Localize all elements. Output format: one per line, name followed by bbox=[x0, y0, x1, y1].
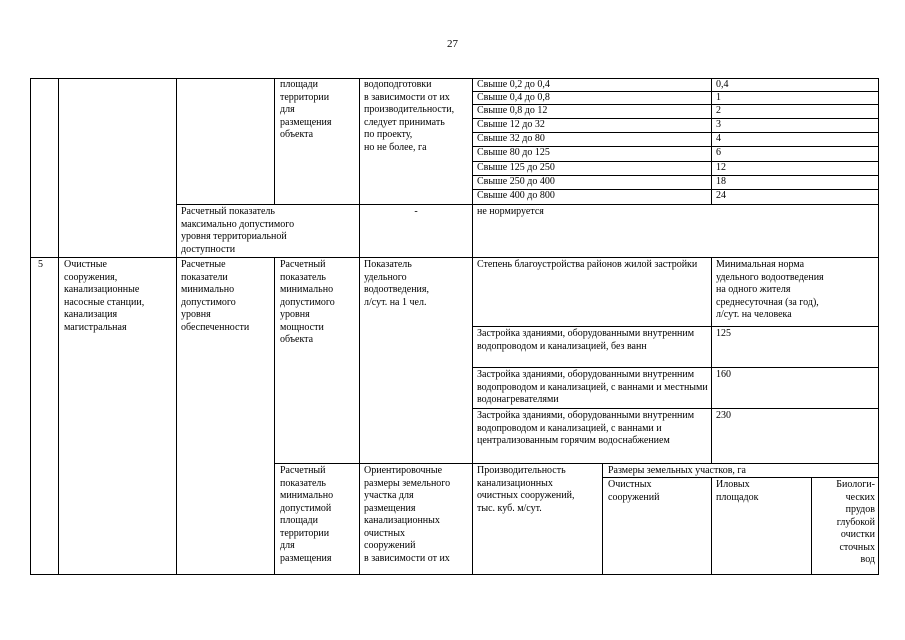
range-label: Свыше 0,8 до 12 bbox=[477, 105, 548, 116]
improvement-degree-header: Степень благоустройства районов жилой застройки bbox=[477, 259, 698, 270]
area-indicator: Расчетный показатель минимально допустимой площади территории для размещения bbox=[280, 465, 334, 564]
bio-ponds-header: Биологи- ческих прудов глубокой очистки сточных вод bbox=[836, 479, 875, 565]
range-value: 2 bbox=[716, 105, 721, 116]
range-value: 1 bbox=[716, 92, 721, 103]
sludge-beds-header: Иловых площадок bbox=[716, 479, 759, 503]
range-value: 3 bbox=[716, 119, 721, 130]
accessibility-label: Расчетный показатель максимально допустимого уровня территориальной доступности bbox=[181, 206, 295, 255]
row-number: 5 bbox=[38, 259, 43, 270]
range-label: Свыше 400 до 800 bbox=[477, 190, 555, 201]
range-value: 18 bbox=[716, 176, 726, 187]
range-label: Свыше 250 до 400 bbox=[477, 176, 555, 187]
page-number: 27 bbox=[447, 38, 458, 50]
accessibility-value: не нормируется bbox=[477, 206, 544, 217]
range-label: Свыше 32 до 80 bbox=[477, 133, 545, 144]
land-size-note: Ориентировочные размеры земельного участка для размещения канализационных очистных сооружений в зависимости от их bbox=[364, 465, 451, 564]
range-label: Свыше 80 до 125 bbox=[477, 147, 550, 158]
drainage-norm-header: Минимальная норма удельного водоотведения на одного жителя среднесуточная (за год), л/сут. на человека bbox=[716, 259, 824, 320]
range-label: Свыше 0,2 до 0,4 bbox=[477, 79, 550, 90]
range-value: 4 bbox=[716, 133, 721, 144]
area-label-continued: площади территории для размещения объекта bbox=[280, 79, 332, 140]
range-label: Свыше 0,4 до 0,8 bbox=[477, 92, 550, 103]
range-value: 24 bbox=[716, 190, 726, 201]
accessibility-dash: - bbox=[414, 206, 418, 217]
capacity-indicator: Расчетный показатель минимально допустимого уровня мощности объекта bbox=[280, 259, 335, 345]
drainage-indicator: Показатель удельного водоотведения, л/сут. на 1 чел. bbox=[364, 259, 429, 308]
range-label: Свыше 12 до 32 bbox=[477, 119, 545, 130]
object-name: Очистные сооружения, канализационные насосные станции, канализация магистральная bbox=[64, 259, 145, 333]
drainage-norm-value: 125 bbox=[716, 328, 731, 339]
drainage-norm-value: 160 bbox=[716, 369, 731, 380]
building-type: Застройка зданиями, оборудованными внутренним водопроводом и канализацией, с ваннами и централизованным горячим водоснабжением bbox=[477, 410, 695, 446]
building-type: Застройка зданиями, оборудованными внутренним водопроводом и канализацией, с ваннами и местными водонагревателями bbox=[477, 369, 708, 405]
land-sizes-header: Размеры земельных участков, га bbox=[608, 465, 746, 476]
productivity-header: Производительность канализационных очистных сооружений, тыс. куб. м/сут. bbox=[477, 465, 575, 514]
range-value: 12 bbox=[716, 162, 726, 173]
treatment-facilities-header: Очистных сооружений bbox=[608, 479, 660, 503]
range-value: 0,4 bbox=[716, 79, 729, 90]
building-type: Застройка зданиями, оборудованными внутренним водопроводом и канализацией, без ванн bbox=[477, 328, 695, 352]
range-label: Свыше 125 до 250 bbox=[477, 162, 555, 173]
water-treatment-note: водоподготовки в зависимости от их производительности, следует принимать по проекту, но не более, га bbox=[364, 79, 455, 153]
indicator-type: Расчетные показатели минимально допустимого уровня обеспеченности bbox=[181, 259, 250, 333]
drainage-norm-value: 230 bbox=[716, 410, 731, 421]
range-value: 6 bbox=[716, 147, 721, 158]
